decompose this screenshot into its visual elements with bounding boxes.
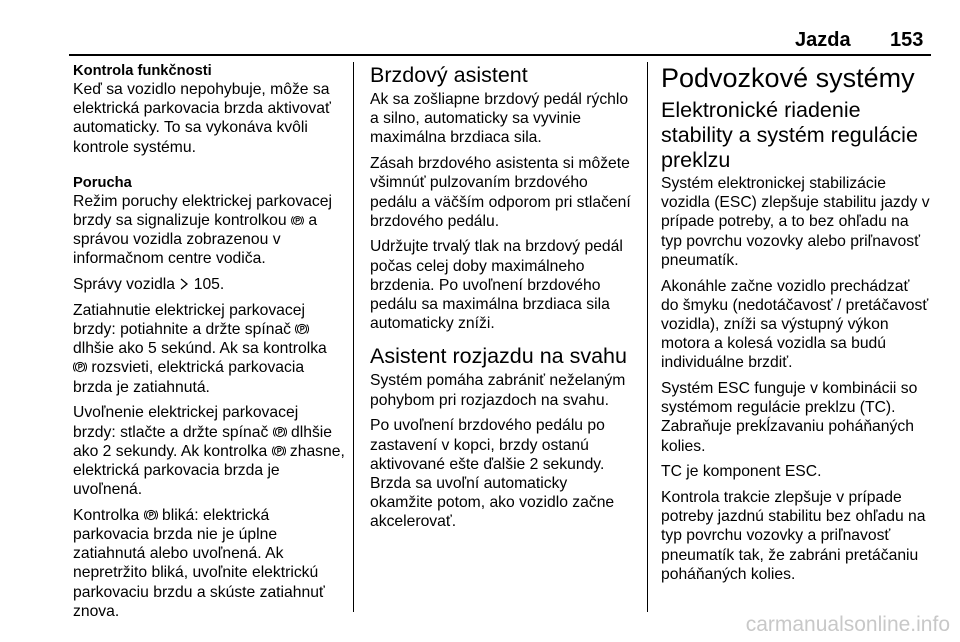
watermark: carmanualsonline.info: [745, 613, 950, 636]
function-check-heading: Kontrola funkčnosti: [73, 63, 212, 79]
page-header: [0, 0, 960, 56]
section-title: Jazda: [795, 29, 851, 51]
parking-brake-lamp-icon: [144, 508, 158, 522]
esc-p2: Akonáhle začne vozidlo prechádzať do šmyku (nedotáčavosť / pretáčavosť vozidla), zníži sa výstupný výkon motora a kolesá vozidla sa budú individuálne brzdiť.: [661, 277, 929, 372]
brake-assist-heading: Brzdový asistent: [370, 63, 528, 87]
fault-text-a: Režim poruchy elektrickej parkovacej brzdy sa signalizuje kontrolkou: [73, 192, 332, 230]
esc-p4: TC je komponent ESC.: [661, 463, 822, 481]
column-divider-1: [353, 62, 354, 612]
hill-start-p1: Systém pomáha zabrániť neželaným pohybom pri rozjazdoch na svahu.: [370, 372, 626, 409]
fault-text-b: a správou vozidla zobrazenou v informačnom centre vodiča.: [73, 212, 318, 268]
column-2: [370, 62, 634, 538]
apply-text-a: Zatiahnutie elektrickej parkovacej brzdy: potiahnite a držte spínač: [73, 301, 305, 339]
apply-text-b: dlhšie ako 5 sekúnd. Ak sa kontrolka: [73, 340, 327, 358]
messages-reference: [73, 275, 345, 294]
esc-p1: Systém elektronickej stabilizácie vozidla (ESC) zlepšuje stabilitu jazdy v prípade potreby, a to bez ohľadu na typ povrchu vozovky alebo priľnavosť pneumatík.: [661, 175, 930, 269]
esc-p3: Systém ESC funguje v kombinácii so systémom regulácie preklzu (TC). Zabraňuje prekĺzavaniu poháňaných kolies.: [661, 380, 918, 455]
messages-ref-text: Správy vozidla: [73, 276, 176, 294]
flash-text-b: bliká: elektrická parkovacia brzda nie je úplne zatiahnutá alebo uvoľnená. Ak nepretržito bliká, uvoľnite elektrickú parkovaciu brzdu a skúste zatiahnuť znova.: [73, 506, 325, 620]
hill-start-assist-heading: Asistent rozjazdu na svahu: [370, 344, 627, 369]
column-1: [73, 62, 345, 628]
esc-heading: Elektronické riadenie stability a systém regulácie preklzu: [661, 98, 918, 172]
release-text-b: dlhšie ako 2 sekundy. Ak kontrolka: [73, 423, 333, 460]
column-divider-2: [647, 62, 648, 612]
column-3: [661, 62, 931, 591]
brake-assist-p2: Zásah brzdového asistenta si môžete všimnúť pulzovaním brzdového pedálu a väčším odporom pri stlačení brzdového pedálu.: [370, 155, 631, 230]
fault-text: [73, 192, 345, 269]
flash-text-a: Kontrolka: [73, 506, 140, 524]
page-number: 153: [890, 29, 924, 51]
header-divider: [69, 54, 931, 56]
release-text-c: zhasne, elektrická parkovacia brzda je uvoľnená.: [73, 442, 345, 499]
release-text-a: Uvoľnenie elektrickej parkovacej brzdy: stlačte a držte spínač: [73, 404, 299, 441]
hill-start-p2: Po uvoľnení brzdového pedálu po zastavení v kopci, brzdy ostanú aktivované ešte ďalšie 2 sekundy. Brzda sa uvoľní automaticky okamžite potom, ako vozidlo začne akcelerovať.: [370, 417, 615, 531]
messages-ref-page: 105.: [193, 276, 225, 294]
chassis-systems-heading: Podvozkové systémy: [661, 63, 915, 93]
esc-p5: Kontrola trakcie zlepšuje v prípade potreby jazdnú stabilitu bez ohľadu na typ povrchu vozovky a priľnavosť pneumatík tak, že zabráni pretáčaniu poháňaných kolies.: [661, 489, 926, 583]
brake-assist-p1: Ak sa zošliapne brzdový pedál rýchlo a silno, automaticky sa vyvinie maximálna brzdiaca sila.: [370, 91, 629, 147]
parking-brake-fault-icon: [291, 214, 304, 227]
flashing-lamp-text: [73, 506, 345, 621]
parking-brake-switch-icon: [295, 322, 309, 336]
apply-text-c: rozsvieti, elektrická parkovacia brzda je zatiahnutá.: [73, 359, 305, 396]
fault-heading: Porucha: [73, 174, 132, 191]
parking-brake-lamp-icon: [73, 360, 87, 374]
function-check-text: Keď sa vozidlo nepohybuje, môže sa elektrická parkovacia brzda aktivovať automaticky. To sa vykonáva kvôli kontrole systému.: [73, 81, 331, 156]
brake-assist-p3: Udržujte trvalý tlak na brzdový pedál počas celej doby maximálneho brzdenia. Po uvoľnení brzdového pedálu sa maximálna brzdiaca sila automaticky zníži.: [370, 238, 623, 333]
parking-brake-lamp-icon: [272, 444, 286, 458]
release-brake-text: [73, 403, 345, 499]
page-reference-arrow-icon: [179, 278, 189, 290]
parking-brake-switch-icon: [273, 425, 287, 439]
apply-brake-text: [73, 301, 345, 397]
